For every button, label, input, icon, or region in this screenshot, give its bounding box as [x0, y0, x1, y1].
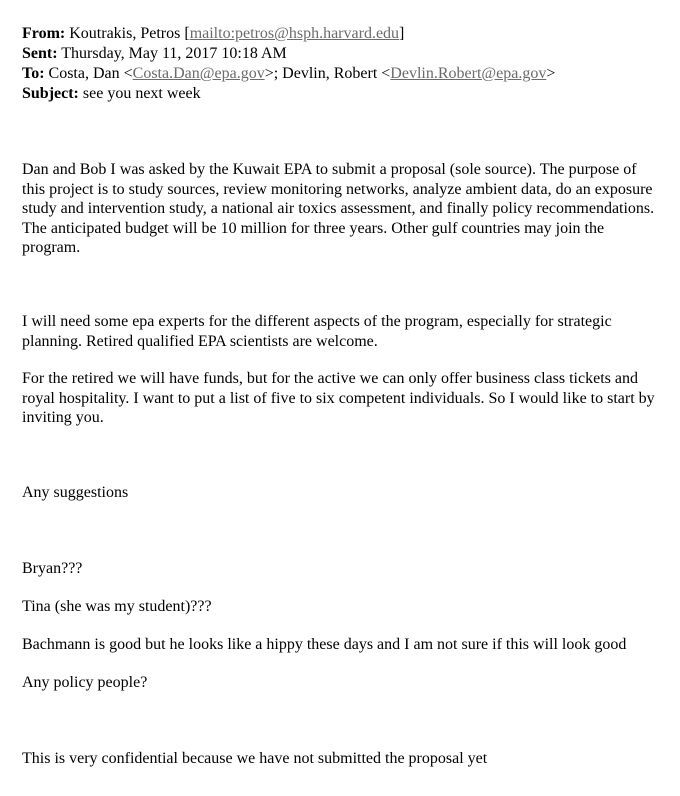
sent-value: Thursday, May 11, 2017 10:18 AM	[61, 45, 287, 62]
from-label: From:	[22, 25, 66, 42]
body-paragraph-5: Bryan???	[22, 560, 83, 577]
from-close: ]	[399, 25, 405, 42]
to-close: >	[546, 65, 556, 82]
email-header	[22, 24, 662, 104]
body-paragraph-4: Any suggestions	[22, 484, 129, 501]
subject-line	[22, 84, 662, 104]
email-document	[22, 24, 662, 767]
from-line	[22, 24, 662, 44]
to-name-1: Costa, Dan <	[48, 65, 133, 82]
body-paragraph-9: This is very confidential because we have not submitted the proposal yet	[22, 750, 488, 767]
body-paragraph-8: Any policy people?	[22, 674, 148, 691]
body-paragraph-7: Bachmann is good but he looks like a hippy these days and I am not sure if this will look good	[22, 636, 627, 653]
sent-line	[22, 44, 662, 64]
to-email-link-2[interactable]: Devlin.Robert@epa.gov	[390, 65, 547, 82]
subject-value: see you next week	[82, 85, 201, 102]
from-name: Koutrakis, Petros [	[69, 25, 190, 42]
to-label: To:	[22, 65, 45, 82]
body-paragraph-6: Tina (she was my student)???	[22, 598, 212, 615]
body-paragraph-2: I will need some epa experts for the different aspects of the program, especially for strategic planning. Retired qualified EPA scientists are welcome.	[22, 313, 612, 350]
body-paragraph-1: Dan and Bob I was asked by the Kuwait EPA to submit a proposal (sole source). The purpose of this project is to study sources, review monitoring networks, analyze ambient data, do an exposure study and intervention study, a national air toxics assessment, and finally policy recommendations. The anticipated budget will be 10 million for three years. Other gulf countries may join the program.	[22, 161, 655, 256]
to-email-link-1[interactable]: Costa.Dan@epa.gov	[132, 65, 265, 82]
to-line	[22, 64, 662, 84]
sent-label: Sent:	[22, 45, 58, 62]
from-email-link[interactable]: mailto:petros@hsph.harvard.edu	[189, 25, 400, 42]
body-paragraph-3: For the retired we will have funds, but for the active we can only offer business class tickets and royal hospitality. I want to put a list of five to six competent individuals. So I would like to start by inviting you.	[22, 370, 655, 426]
subject-label: Subject:	[22, 85, 79, 102]
to-between: >; Devlin, Robert <	[264, 65, 391, 82]
